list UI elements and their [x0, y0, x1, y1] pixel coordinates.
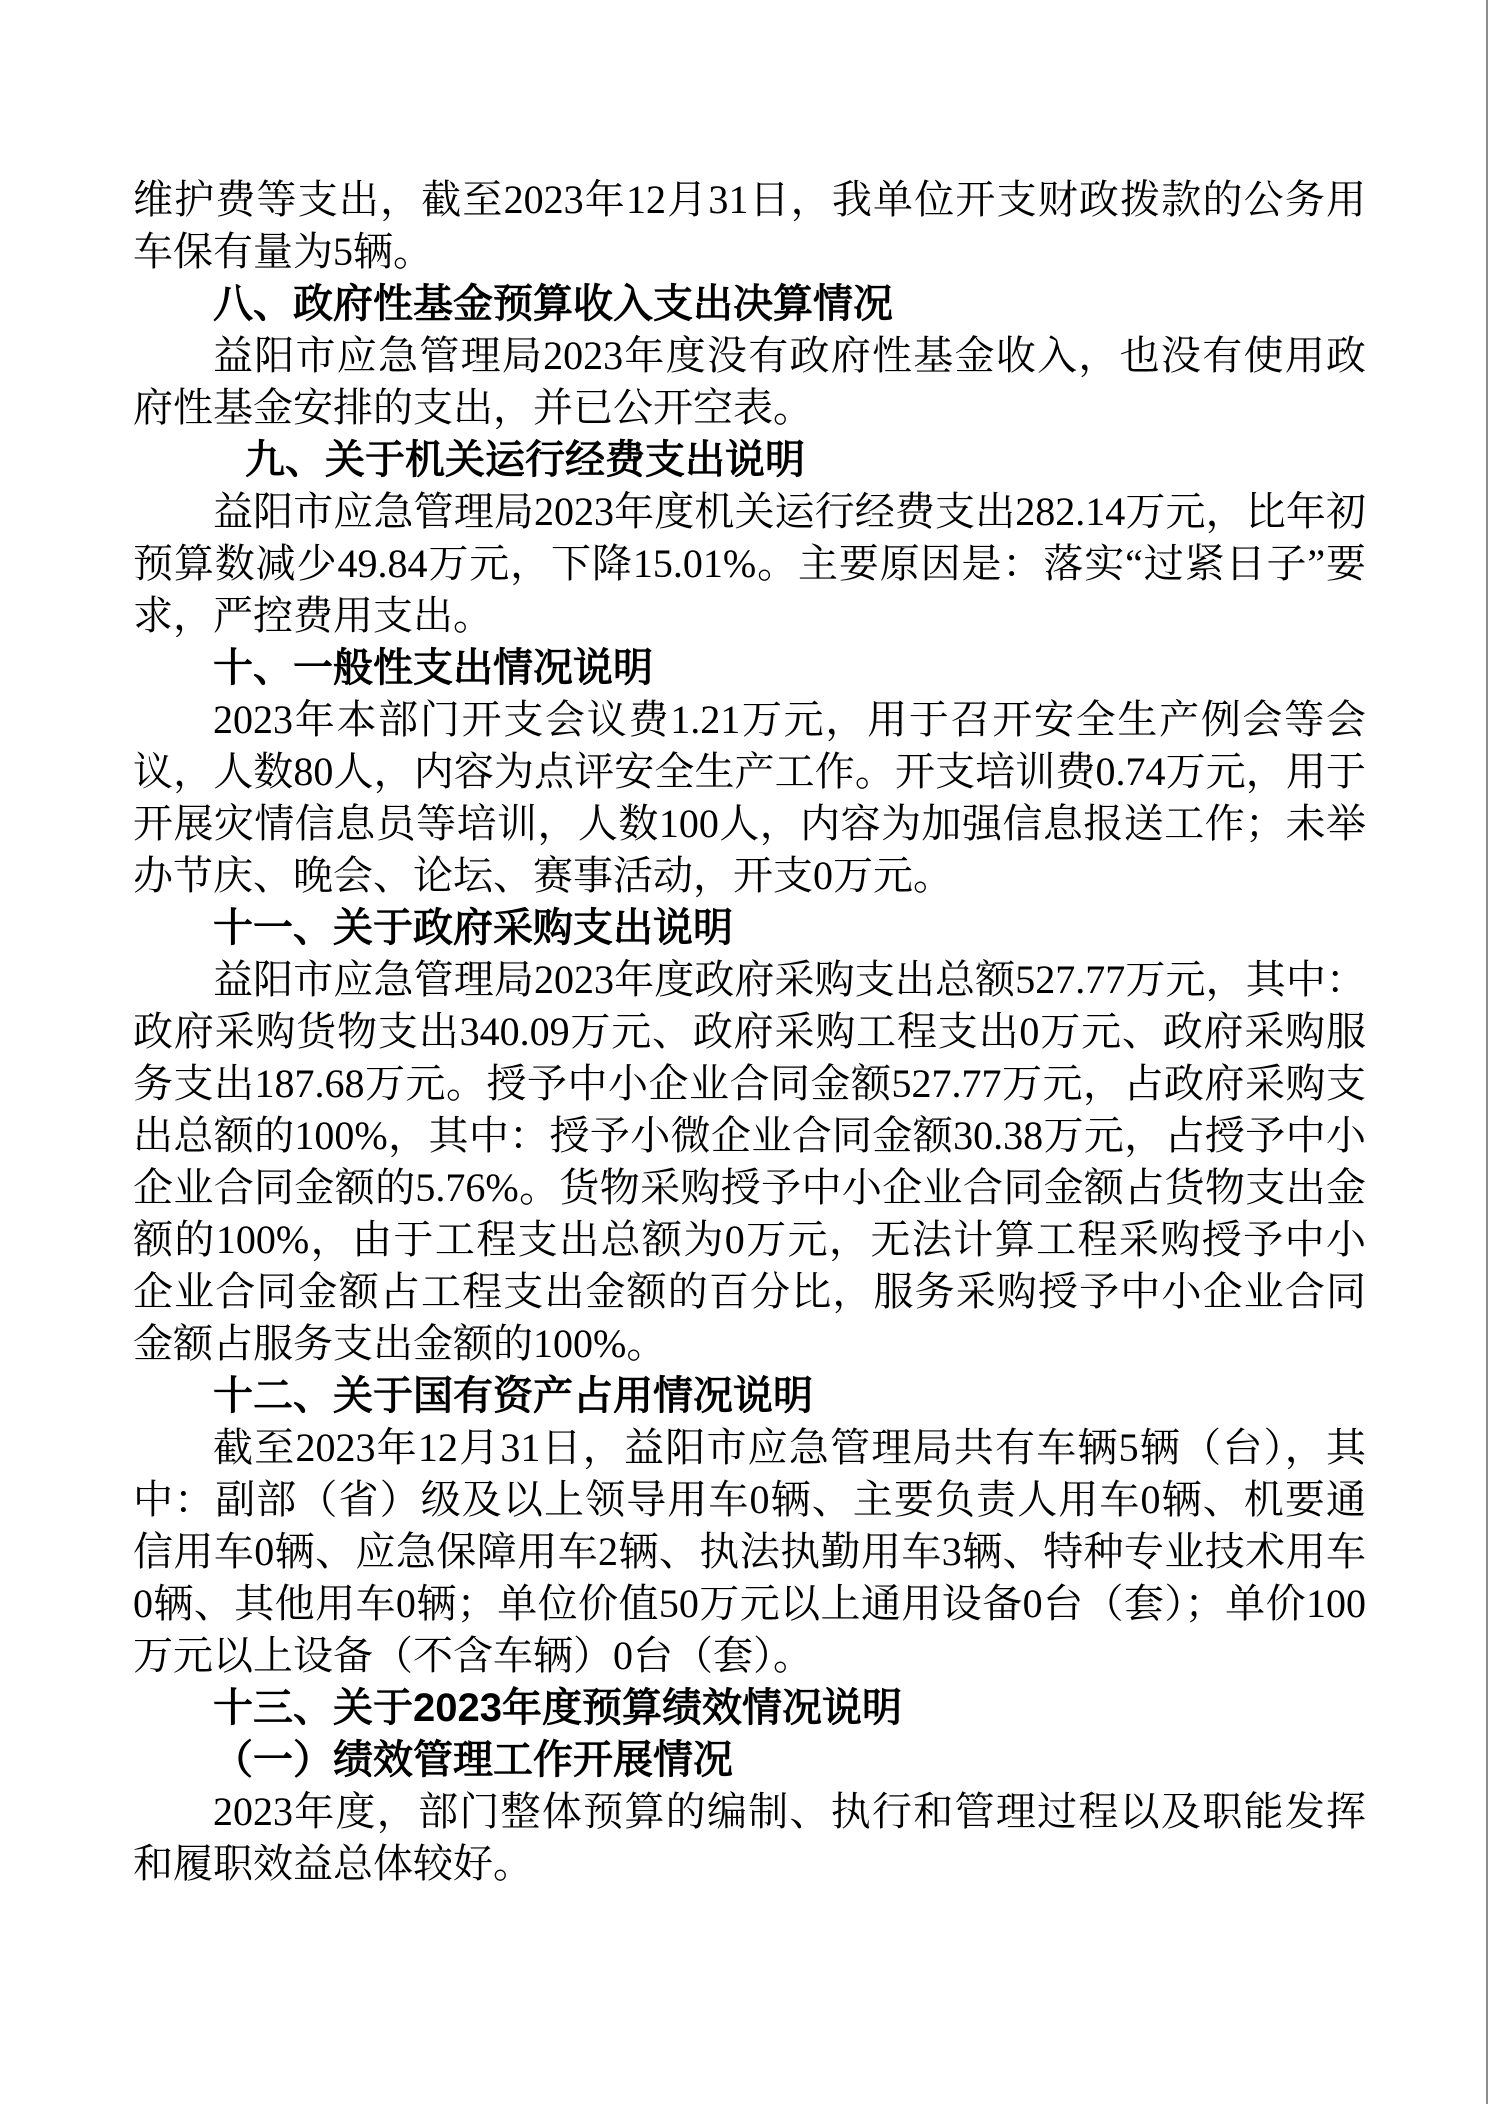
heading-sec12-state-assets: 十二、关于国有资产占用情况说明: [213, 1374, 813, 1418]
heading-sec13-budget-performance: 十三、关于2023年度预算绩效情况说明: [213, 1686, 902, 1730]
para-general-expense: 2023年本部门开支会议费1.21万元，用于召开安全生产例会等会议，人数80人，内容为点评安全生产工作。开支培训费0.74万元，用于开展灾情信息员等培训，人数100人，内容为加强信息报送工作；未举办节庆、晚会、论坛、赛事活动，开支0万元。: [133, 697, 1366, 898]
para-agency-operating-expense: 益阳市应急管理局2023年度机关运行经费支出282.14万元，比年初预算数减少49.84万元，下降15.01%。主要原因是：落实“过紧日子”要求，严控费用支出。: [133, 489, 1366, 638]
heading-sec8-gov-fund-budget: 八、政府性基金预算收入支出决算情况: [213, 282, 893, 326]
document-text-block: [133, 174, 1366, 1890]
subheading-performance-management: （一）绩效管理工作开展情况: [213, 1738, 733, 1782]
heading-sec10-general-expense: 十、一般性支出情况说明: [213, 646, 653, 690]
heading-sec11-gov-procurement: 十一、关于政府采购支出说明: [213, 906, 733, 950]
para-gov-fund-statement: 益阳市应急管理局2023年度没有政府性基金收入，也没有使用政府性基金安排的支出，并已公开空表。: [133, 333, 1366, 430]
para-official-vehicle-continuation: 维护费等支出，截至2023年12月31日，我单位开支财政拨款的公务用车保有量为5辆。: [133, 177, 1366, 274]
heading-sec9-agency-operating-expense: 九、关于机关运行经费支出说明: [245, 438, 805, 482]
para-gov-procurement: 益阳市应急管理局2023年度政府采购支出总额527.77万元，其中：政府采购货物支出340.09万元、政府采购工程支出0万元、政府采购服务支出187.68万元。授予中小企业合同金额527.77万元，占政府采购支出总额的100%，其中：授予小微企业合同金额30.38万元，占授予中小企业合同金额的5.76%。货物采购授予中小企业合同金额占货物支出金额的100%，由于工程支出总额为0万元，无法计算工程采购授予中小企业合同金额占工程支出金额的百分比，服务采购授予中小企业合同金额占服务支出金额的100%。: [133, 957, 1366, 1366]
para-state-assets: 截至2023年12月31日，益阳市应急管理局共有车辆5辆（台），其中：副部（省）级及以上领导用车0辆、主要负责人用车0辆、机要通信用车0辆、应急保障用车2辆、执法执勤用车3辆、特种专业技术用车0辆、其他用车0辆；单位价值50万元以上通用设备0台（套）；单价100万元以上设备（不含车辆）0台（套）。: [133, 1425, 1366, 1678]
para-performance-overview: 2023年度，部门整体预算的编制、执行和管理过程以及职能发挥和履职效益总体较好。: [133, 1789, 1366, 1886]
